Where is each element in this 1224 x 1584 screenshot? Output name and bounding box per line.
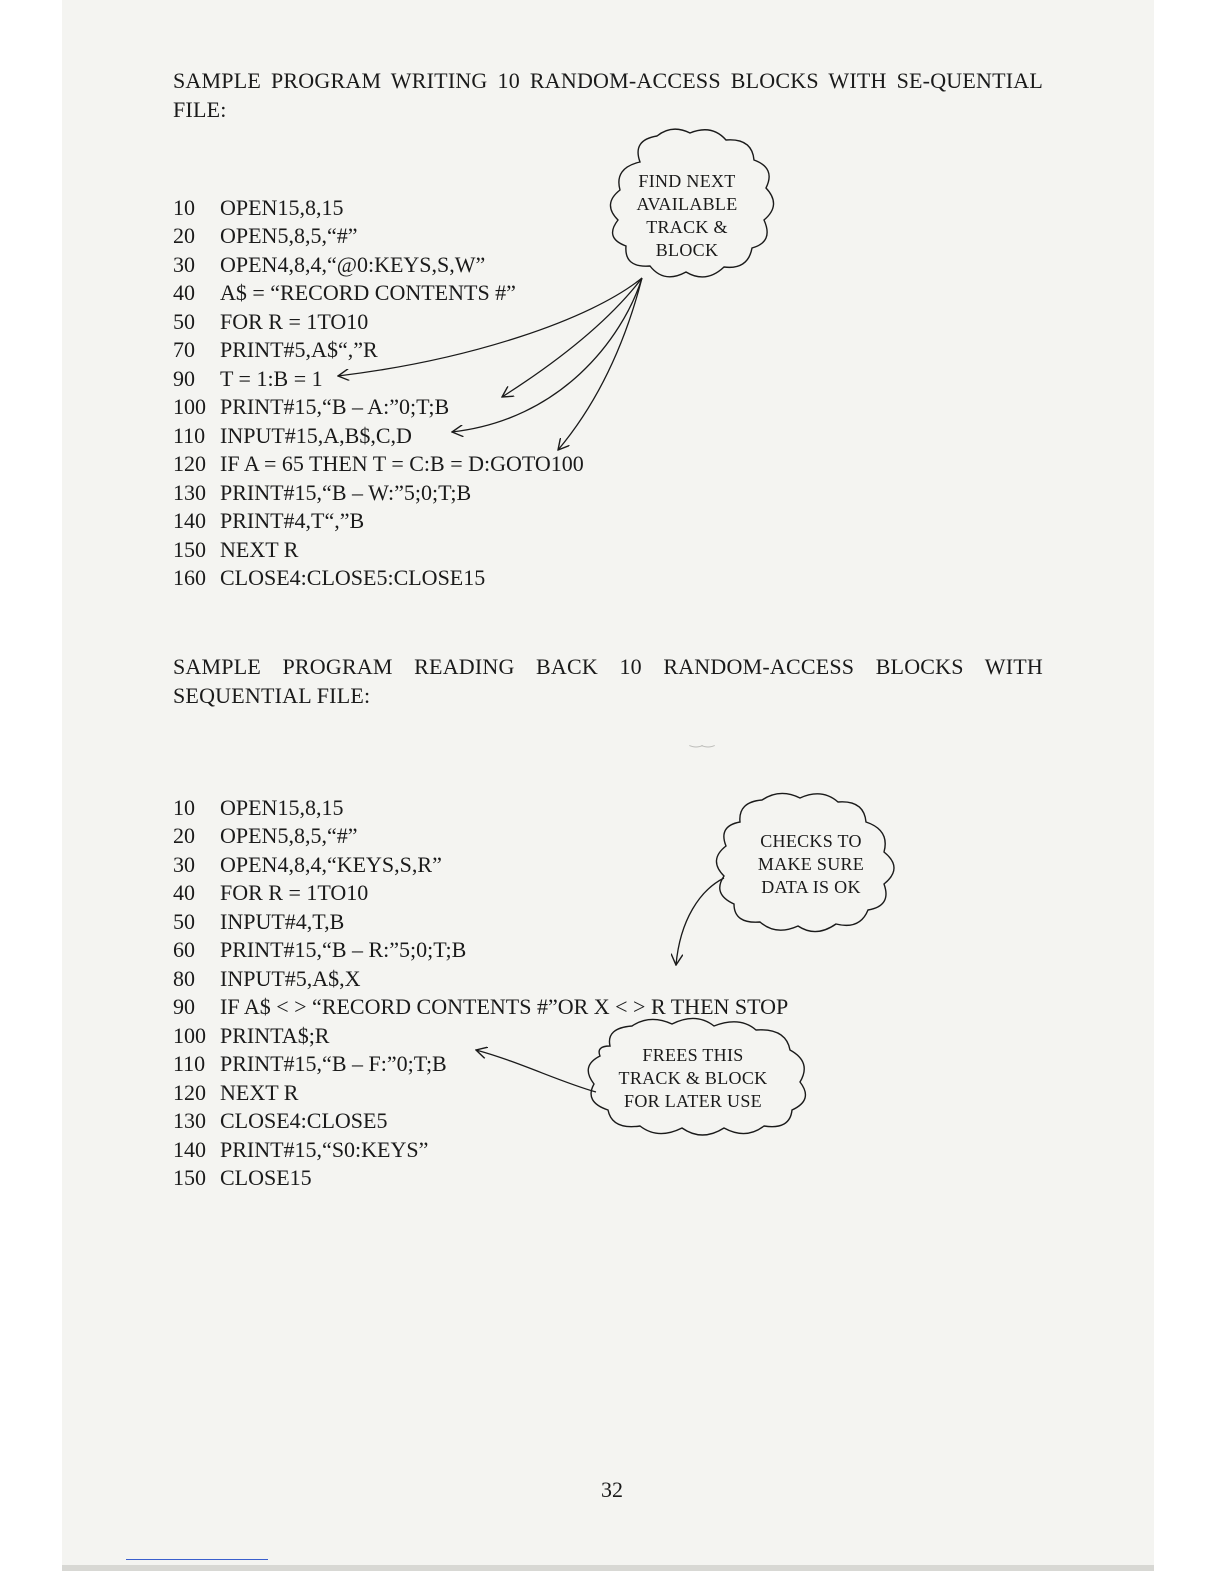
line-number: 70 (173, 337, 195, 362)
line-code: A$ = “RECORD CONTENTS #” (220, 280, 516, 305)
line-code: PRINT#15,“B – W:”5;0;T;B (220, 480, 472, 505)
line-code: PRINT#15,“S0:KEYS” (220, 1137, 429, 1162)
callout-line: CHECKS TO (760, 831, 862, 851)
line-number: 10 (173, 195, 195, 220)
line-number: 120 (173, 451, 206, 476)
line-code: INPUT#4,T,B (220, 909, 345, 934)
line-number: 40 (173, 280, 195, 305)
line-code: CLOSE4:CLOSE5 (220, 1108, 388, 1133)
arrow-to-line-110 (452, 278, 642, 432)
line-number: 110 (173, 423, 206, 448)
line-number: 100 (173, 1023, 206, 1048)
line-number: 60 (173, 937, 195, 962)
callout-checks (736, 830, 886, 899)
line-number: 140 (173, 1137, 206, 1162)
line-code: NEXT R (220, 1080, 299, 1105)
line-number: 150 (173, 1165, 206, 1190)
callout-line: DATA IS OK (761, 877, 861, 897)
callout-line: TRACK & BLOCK (618, 1068, 768, 1088)
line-number: 50 (173, 909, 195, 934)
arrow-to-line-120 (558, 278, 642, 450)
line-code: PRINT#15,“B – R:”5;0;T;B (220, 937, 467, 962)
arrow-to-line-90-check (676, 878, 724, 965)
line-code: T = 1:B = 1 (220, 366, 323, 391)
callout-line: FREES THIS (642, 1045, 744, 1065)
line-code: INPUT#15,A,B$,C,D (220, 423, 412, 448)
line-number: 20 (173, 223, 195, 248)
line-number: 130 (173, 1108, 206, 1133)
section2-heading: SAMPLE PROGRAM READING BACK 10 RANDOM-ACCESS BLOCKS WITH SEQUENTIAL FILE: (173, 654, 1043, 708)
line-code: CLOSE4:CLOSE5:CLOSE15 (220, 565, 486, 590)
line-code: CLOSE15 (220, 1165, 312, 1190)
line-number: 100 (173, 394, 206, 419)
line-number: 140 (173, 508, 206, 533)
page-number: 32 (601, 1477, 623, 1502)
line-code: FOR R = 1TO10 (220, 880, 369, 905)
line-code: NEXT R (220, 537, 299, 562)
line-code: IF A$ < > “RECORD CONTENTS #”OR X < > R THEN STOP (220, 994, 789, 1019)
line-number: 30 (173, 852, 195, 877)
line-number: 50 (173, 309, 195, 334)
line-number: 110 (173, 1051, 206, 1076)
line-code: PRINT#5,A$“,”R (220, 337, 378, 362)
line-number: 90 (173, 366, 195, 391)
line-code: IF A = 65 THEN T = C:B = D:GOTO100 (220, 451, 584, 476)
line-code: OPEN15,8,15 (220, 195, 344, 220)
line-code: PRINT#15,“B – A:”0;T;B (220, 394, 450, 419)
line-number: 10 (173, 795, 195, 820)
line-code: OPEN4,8,4,“@0:KEYS,S,W” (220, 252, 486, 277)
line-number: 20 (173, 823, 195, 848)
callout-line: FOR LATER USE (624, 1091, 762, 1111)
line-number: 130 (173, 480, 206, 505)
line-number: 30 (173, 252, 195, 277)
bleed-through-mark: ‿‿ (690, 732, 715, 748)
line-code: OPEN5,8,5,“#” (220, 223, 358, 248)
callout-line: TRACK & (646, 217, 728, 237)
callout-frees (600, 1044, 786, 1113)
callout-line: FIND NEXT (638, 171, 736, 191)
callout-line: MAKE SURE (757, 854, 865, 874)
arrow-to-line-110-frees (476, 1050, 596, 1092)
line-code: PRINT#4,T“,”B (220, 508, 365, 533)
line-number: 40 (173, 880, 195, 905)
callout-find-next (620, 170, 754, 262)
line-code: OPEN4,8,4,“KEYS,S,R” (220, 852, 442, 877)
line-code: OPEN5,8,5,“#” (220, 823, 358, 848)
section1-heading: SAMPLE PROGRAM WRITING 10 RANDOM-ACCESS BLOCKS WITH SE-QUENTIAL FILE: (173, 68, 1043, 122)
line-code: PRINTA$;R (220, 1023, 330, 1048)
callout-line: AVAILABLE (636, 194, 738, 214)
line-number: 90 (173, 994, 195, 1019)
line-number: 150 (173, 537, 206, 562)
line-number: 80 (173, 966, 195, 991)
line-number: 120 (173, 1080, 206, 1105)
line-code: PRINT#15,“B – F:”0;T;B (220, 1051, 447, 1076)
arrow-to-line-100 (502, 278, 642, 397)
callout-line: BLOCK (655, 240, 719, 260)
line-code: FOR R = 1TO10 (220, 309, 369, 334)
line-number: 160 (173, 565, 206, 590)
line-code: OPEN15,8,15 (220, 795, 344, 820)
line-code: INPUT#5,A$,X (220, 966, 361, 991)
